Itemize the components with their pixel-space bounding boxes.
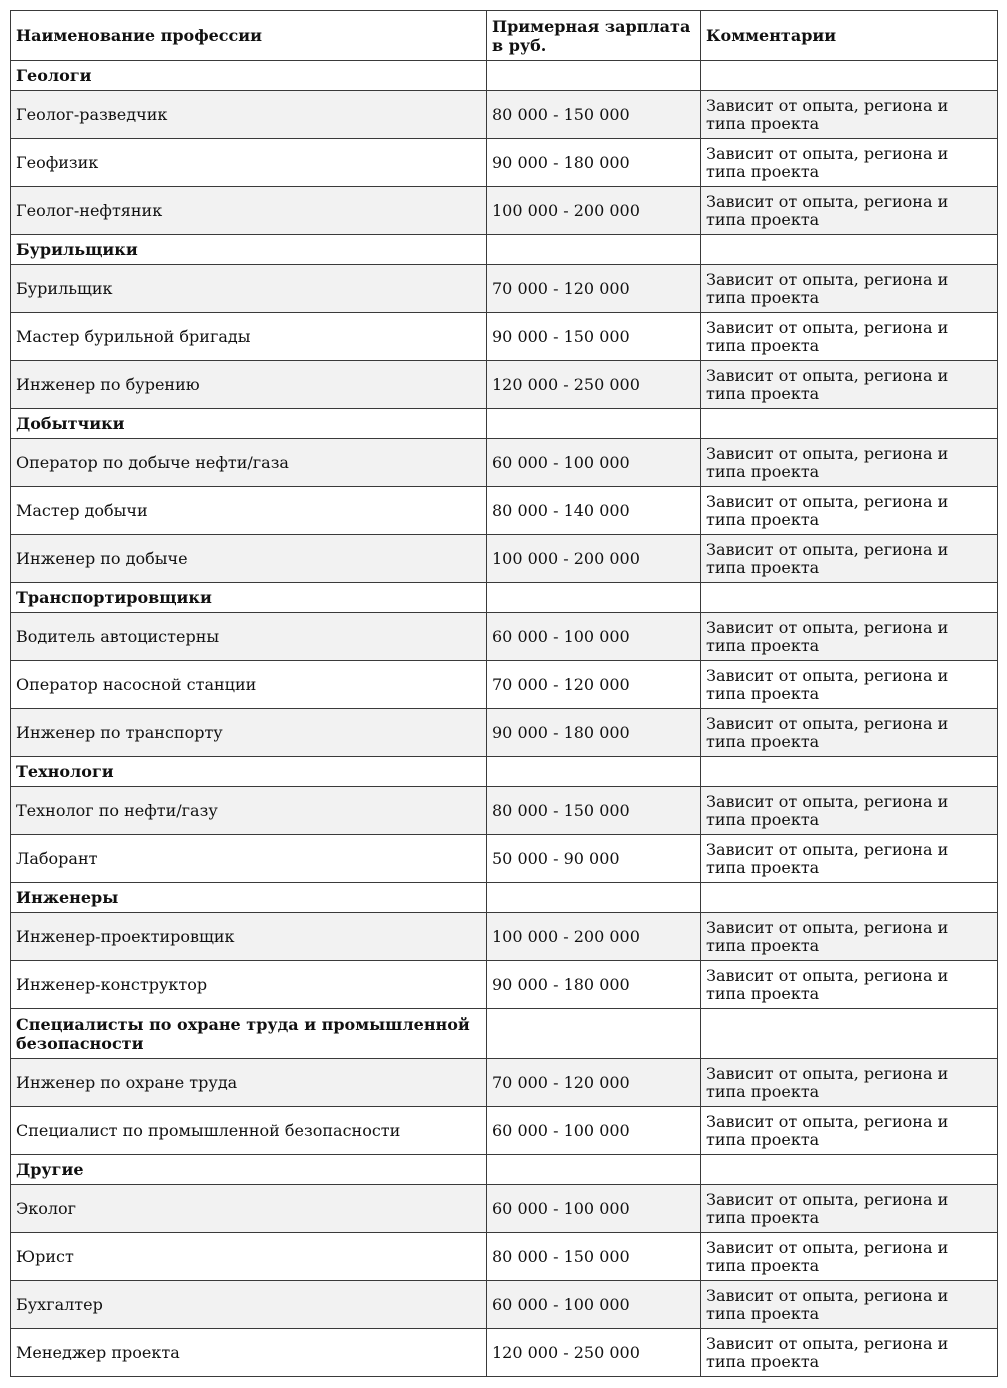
empty-cell	[487, 61, 701, 91]
comment-text: Зависит от опыта, региона и типа проекта	[701, 139, 998, 187]
comment-text: Зависит от опыта, региона и типа проекта	[701, 1107, 998, 1155]
salary-range: 100 000 - 200 000	[487, 187, 701, 235]
group-name: Другие	[11, 1155, 487, 1185]
group-name: Добытчики	[11, 409, 487, 439]
salary-range: 80 000 - 150 000	[487, 1233, 701, 1281]
comment-text: Зависит от опыта, региона и типа проекта	[701, 1233, 998, 1281]
salary-range: 70 000 - 120 000	[487, 1059, 701, 1107]
group-name: Инженеры	[11, 883, 487, 913]
comment-text: Зависит от опыта, региона и типа проекта	[701, 535, 998, 583]
group-header-row	[11, 757, 998, 787]
group-name: Специалисты по охране труда и промышленной безопасности	[11, 1009, 487, 1059]
salary-range: 60 000 - 100 000	[487, 1107, 701, 1155]
profession-name: Инженер-конструктор	[11, 961, 487, 1009]
comment-text: Зависит от опыта, региона и типа проекта	[701, 961, 998, 1009]
group-name: Геологи	[11, 61, 487, 91]
group-name: Транспортировщики	[11, 583, 487, 613]
comment-text: Зависит от опыта, региона и типа проекта	[701, 1281, 998, 1329]
profession-name: Оператор по добыче нефти/газа	[11, 439, 487, 487]
comment-text: Зависит от опыта, региона и типа проекта	[701, 835, 998, 883]
salary-range: 100 000 - 200 000	[487, 535, 701, 583]
empty-cell	[701, 61, 998, 91]
salary-range: 90 000 - 150 000	[487, 313, 701, 361]
table-row	[11, 1329, 998, 1377]
profession-name: Инженер-проектировщик	[11, 913, 487, 961]
table-row	[11, 661, 998, 709]
salary-range: 90 000 - 180 000	[487, 139, 701, 187]
salary-range: 60 000 - 100 000	[487, 613, 701, 661]
salary-range: 80 000 - 150 000	[487, 787, 701, 835]
table-body	[11, 61, 998, 1377]
profession-name: Оператор насосной станции	[11, 661, 487, 709]
table-row	[11, 1233, 998, 1281]
profession-name: Эколог	[11, 1185, 487, 1233]
profession-name: Специалист по промышленной безопасности	[11, 1107, 487, 1155]
salary-range: 60 000 - 100 000	[487, 1185, 701, 1233]
table-row	[11, 1059, 998, 1107]
profession-name: Менеджер проекта	[11, 1329, 487, 1377]
comment-text: Зависит от опыта, региона и типа проекта	[701, 439, 998, 487]
empty-cell	[487, 235, 701, 265]
header-salary: Примерная зарплата в руб.	[487, 11, 701, 61]
group-header-row	[11, 409, 998, 439]
table-row	[11, 613, 998, 661]
comment-text: Зависит от опыта, региона и типа проекта	[701, 913, 998, 961]
comment-text: Зависит от опыта, региона и типа проекта	[701, 787, 998, 835]
profession-name: Лаборант	[11, 835, 487, 883]
salary-range: 90 000 - 180 000	[487, 961, 701, 1009]
salary-range: 70 000 - 120 000	[487, 265, 701, 313]
empty-cell	[487, 1155, 701, 1185]
empty-cell	[487, 583, 701, 613]
group-header-row	[11, 235, 998, 265]
profession-name: Геофизик	[11, 139, 487, 187]
profession-name: Инженер по бурению	[11, 361, 487, 409]
table-row	[11, 487, 998, 535]
table-row	[11, 265, 998, 313]
empty-cell	[487, 1009, 701, 1059]
comment-text: Зависит от опыта, региона и типа проекта	[701, 709, 998, 757]
table-row	[11, 1185, 998, 1233]
table-row	[11, 439, 998, 487]
table-row	[11, 913, 998, 961]
profession-name: Инженер по добыче	[11, 535, 487, 583]
profession-name: Инженер по охране труда	[11, 1059, 487, 1107]
table-row	[11, 187, 998, 235]
table-row	[11, 961, 998, 1009]
empty-cell	[701, 1155, 998, 1185]
empty-cell	[701, 883, 998, 913]
profession-name: Водитель автоцистерны	[11, 613, 487, 661]
profession-name: Инженер по транспорту	[11, 709, 487, 757]
salary-range: 60 000 - 100 000	[487, 1281, 701, 1329]
group-name: Технологи	[11, 757, 487, 787]
profession-name: Геолог-разведчик	[11, 91, 487, 139]
comment-text: Зависит от опыта, региона и типа проекта	[701, 661, 998, 709]
table-row	[11, 361, 998, 409]
salary-table	[10, 10, 998, 1377]
group-header-row	[11, 1155, 998, 1185]
salary-range: 90 000 - 180 000	[487, 709, 701, 757]
empty-cell	[701, 235, 998, 265]
group-name: Бурильщики	[11, 235, 487, 265]
group-header-row	[11, 1009, 998, 1059]
comment-text: Зависит от опыта, региона и типа проекта	[701, 1059, 998, 1107]
group-header-row	[11, 883, 998, 913]
table-row	[11, 835, 998, 883]
table-row	[11, 535, 998, 583]
profession-name: Мастер добычи	[11, 487, 487, 535]
comment-text: Зависит от опыта, региона и типа проекта	[701, 487, 998, 535]
profession-name: Юрист	[11, 1233, 487, 1281]
table-row	[11, 139, 998, 187]
header-profession: Наименование профессии	[11, 11, 487, 61]
comment-text: Зависит от опыта, региона и типа проекта	[701, 187, 998, 235]
profession-name: Бурильщик	[11, 265, 487, 313]
comment-text: Зависит от опыта, региона и типа проекта	[701, 613, 998, 661]
table-row	[11, 1281, 998, 1329]
salary-range: 120 000 - 250 000	[487, 361, 701, 409]
empty-cell	[701, 409, 998, 439]
comment-text: Зависит от опыта, региона и типа проекта	[701, 1329, 998, 1377]
table-header-row	[11, 11, 998, 61]
table-row	[11, 313, 998, 361]
profession-name: Бухгалтер	[11, 1281, 487, 1329]
empty-cell	[701, 757, 998, 787]
salary-range: 100 000 - 200 000	[487, 913, 701, 961]
header-comments: Комментарии	[701, 11, 998, 61]
salary-range: 120 000 - 250 000	[487, 1329, 701, 1377]
empty-cell	[487, 883, 701, 913]
table-row	[11, 709, 998, 757]
comment-text: Зависит от опыта, региона и типа проекта	[701, 91, 998, 139]
empty-cell	[487, 409, 701, 439]
comment-text: Зависит от опыта, региона и типа проекта	[701, 265, 998, 313]
salary-range: 70 000 - 120 000	[487, 661, 701, 709]
empty-cell	[701, 583, 998, 613]
table-row	[11, 1107, 998, 1155]
salary-range: 80 000 - 150 000	[487, 91, 701, 139]
salary-range: 50 000 - 90 000	[487, 835, 701, 883]
group-header-row	[11, 583, 998, 613]
empty-cell	[701, 1009, 998, 1059]
comment-text: Зависит от опыта, региона и типа проекта	[701, 1185, 998, 1233]
salary-range: 80 000 - 140 000	[487, 487, 701, 535]
salary-range: 60 000 - 100 000	[487, 439, 701, 487]
table-row	[11, 91, 998, 139]
empty-cell	[487, 757, 701, 787]
group-header-row	[11, 61, 998, 91]
comment-text: Зависит от опыта, региона и типа проекта	[701, 313, 998, 361]
profession-name: Технолог по нефти/газу	[11, 787, 487, 835]
profession-name: Мастер бурильной бригады	[11, 313, 487, 361]
table-row	[11, 787, 998, 835]
profession-name: Геолог-нефтяник	[11, 187, 487, 235]
comment-text: Зависит от опыта, региона и типа проекта	[701, 361, 998, 409]
